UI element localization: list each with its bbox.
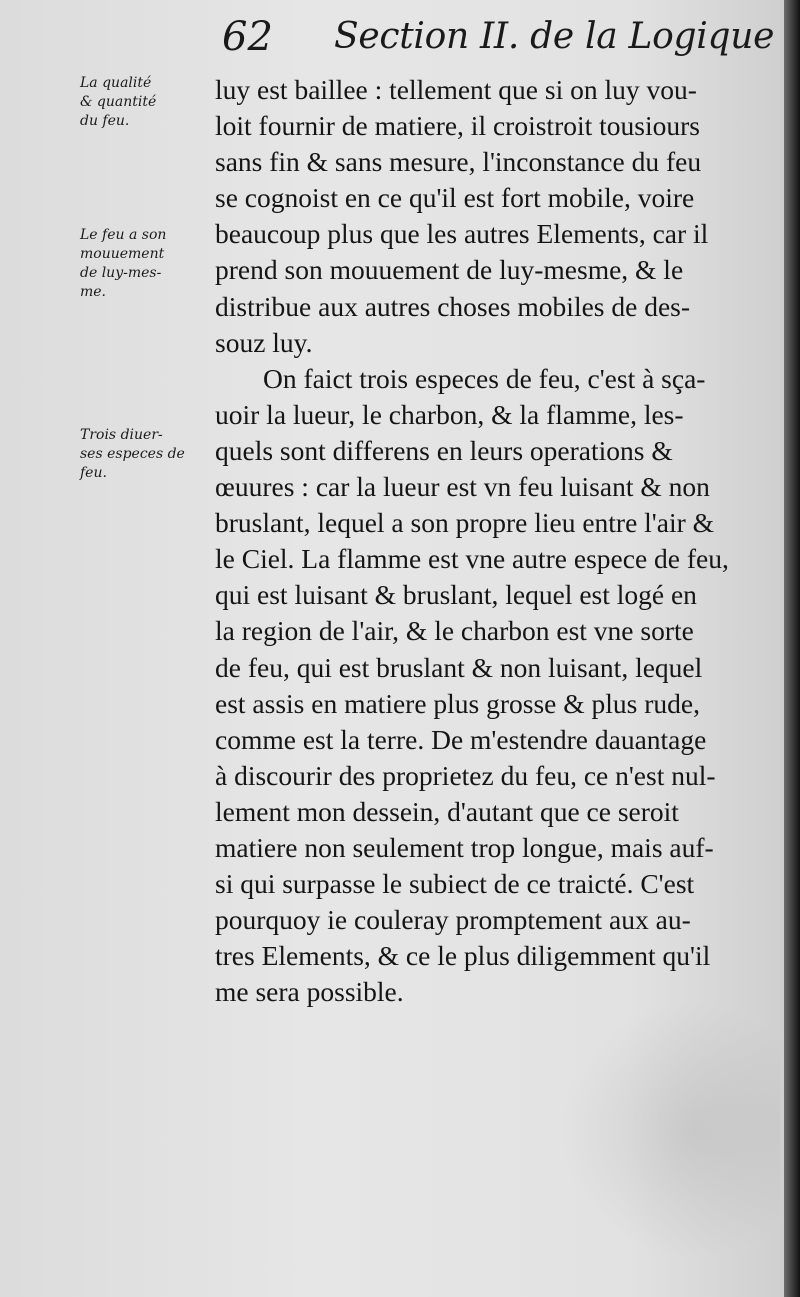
margin-note-line: feu. <box>80 465 107 481</box>
text-line: luy est baillee : tellement que si on luy vou- <box>215 74 697 105</box>
text-line: matiere non seulement trop longue, mais auf- <box>215 831 714 863</box>
text-line: bruslant, lequel a son propre lieu entre l'air & <box>215 507 715 539</box>
margin-note-line: & quantité <box>80 94 157 110</box>
page-edge-shadow <box>784 0 800 1297</box>
page-number: 62 <box>222 14 273 60</box>
margin-note-line: Le feu a son <box>80 227 167 243</box>
margin-note-line: me. <box>80 284 107 300</box>
show-through-bleed <box>560 1000 780 1260</box>
margin-note-line: Trois diuer- <box>80 427 163 443</box>
margin-note-line: ses especes de <box>80 446 185 462</box>
margin-note-line: du feu. <box>80 113 130 129</box>
text-line: beaucoup plus que les autres Elements, car il <box>215 218 709 250</box>
text-line: à discourir des proprietez du feu, ce n'est nul- <box>215 759 716 791</box>
text-line: la region de l'air, & le charbon est vne sorte <box>215 615 694 647</box>
text-line: se cognoist en ce qu'il est fort mobile, voire <box>215 182 695 214</box>
text-line: loit fournir de matiere, il croistroit tousiours <box>215 110 700 142</box>
running-head: Section II. de la Logique <box>334 16 775 57</box>
text-line: prend son mouuement de luy-mesme, & le <box>215 254 684 286</box>
text-line: est assis en matiere plus grosse & plus rude, <box>215 687 700 719</box>
margin-note-line: de luy-mes- <box>80 265 162 281</box>
text-line: souz luy. <box>215 326 313 358</box>
margin-note-quality <box>80 74 156 131</box>
text-line: uoir la lueur, le charbon, & la flamme, les- <box>215 398 684 430</box>
text-line: distribue aux autres choses mobiles de des- <box>215 290 691 322</box>
text-line: pourquoy ie couleray promptement aux au- <box>215 904 691 936</box>
text-line: œuures : car la lueur est vn feu luisant & non <box>215 471 710 503</box>
text-line: quels sont differens en leurs operations & <box>215 434 673 466</box>
text-line: le Ciel. La flamme est vne autre espece de feu, <box>215 543 729 575</box>
paragraph-start-line: On faict trois especes de feu, c'est à sça- <box>263 362 706 394</box>
text-line: de feu, qui est bruslant & non luisant, lequel <box>215 651 703 683</box>
page-header <box>222 14 782 64</box>
margin-note-line: mouuement <box>80 246 165 262</box>
text-line: tres Elements, & ce le plus diligemment qu'il <box>215 940 711 972</box>
margin-note-movement <box>80 226 166 302</box>
text-line: me sera possible. <box>215 976 404 1008</box>
margin-note-three-species <box>80 426 185 483</box>
margin-note-line: La qualité <box>80 75 152 91</box>
text-line: sans fin & sans mesure, l'inconstance du feu <box>215 146 702 178</box>
text-line: lement mon dessein, d'autant que ce seroit <box>215 795 679 827</box>
text-line: qui est luisant & bruslant, lequel est logé en <box>215 579 697 611</box>
body-text <box>215 72 784 1010</box>
text-line: comme est la terre. De m'estendre dauantage <box>215 723 707 755</box>
text-line: si qui surpasse le subiect de ce traicté. C'est <box>215 868 695 900</box>
